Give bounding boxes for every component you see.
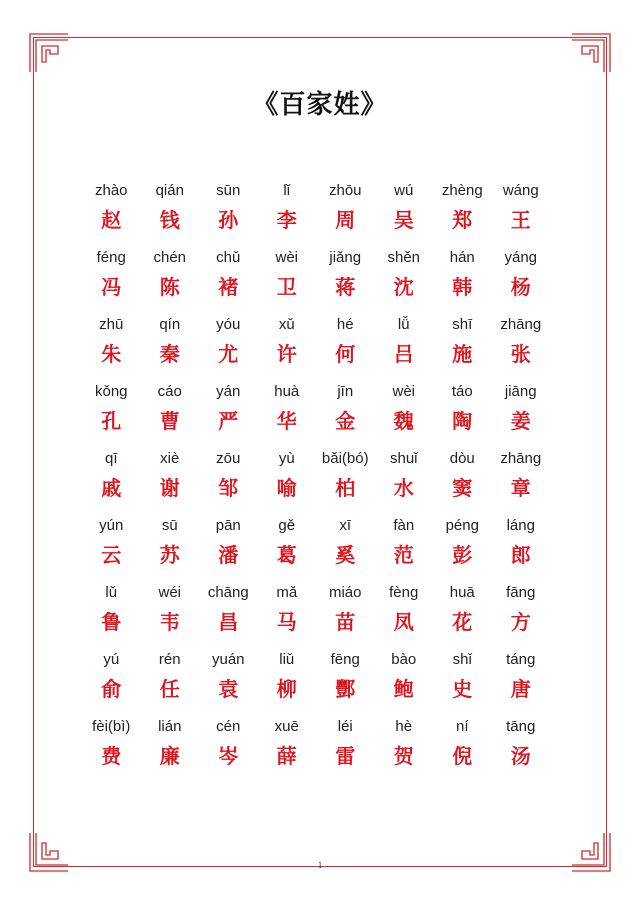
surname-character: 郎 [510,543,531,567]
pinyin-label: féng [96,249,126,266]
surname-character: 凤 [393,610,414,634]
pinyin-label: fàn [393,517,415,534]
surname-character: 鲁 [101,610,122,634]
surname-cell [433,312,492,379]
surname-character: 姜 [510,409,531,433]
surname-character: 方 [510,610,531,634]
surname-cell [316,446,375,513]
pinyin-label: shěn [387,249,421,266]
surname-row [82,446,550,513]
pinyin-label: fāng [506,584,536,601]
pinyin-label: yáng [504,249,538,266]
pinyin-label: bǎi(bó) [321,450,369,467]
pinyin-label: chāng [207,584,249,601]
page-title: 《百家姓》 [252,90,388,120]
pinyin-label: cén [216,718,241,735]
pinyin-label: yuán [211,651,245,668]
surname-character: 蒋 [335,275,356,299]
surname-character: 马 [276,610,297,634]
surname-row [82,513,550,580]
surname-cell [141,714,200,781]
surname-cell [316,714,375,781]
pinyin-label: hé [336,316,354,333]
pinyin-label: miáo [328,584,362,601]
surname-character: 窦 [452,476,473,500]
pinyin-label: wú [394,182,414,199]
surname-character: 郑 [452,208,473,232]
surname-character: 冯 [101,275,122,299]
surname-character: 陈 [159,275,180,299]
surname-cell [141,580,200,647]
surname-cell [433,714,492,781]
pinyin-label: kǒng [94,383,128,400]
surname-cell [141,178,200,245]
pinyin-label: chǔ [216,249,241,266]
surname-cell [375,513,434,580]
surname-row [82,714,550,781]
surname-cell [492,714,551,781]
surname-character: 潘 [218,543,239,567]
surname-cell [258,245,317,312]
surname-row [82,178,550,245]
surname-character: 施 [452,342,473,366]
pinyin-label: bào [391,651,417,668]
surname-character: 孔 [101,409,122,433]
surname-row [82,312,550,379]
surname-cell [199,446,258,513]
surname-cell [375,178,434,245]
surname-character: 褚 [218,275,239,299]
surname-character: 云 [101,543,122,567]
surname-cell [433,245,492,312]
surname-character: 范 [393,543,414,567]
surname-character: 王 [510,208,531,232]
pinyin-label: shī [452,316,473,333]
surname-row [82,580,550,647]
surname-character: 奚 [335,543,356,567]
pinyin-label: zōu [216,450,241,467]
surname-character: 赵 [101,208,122,232]
pinyin-label: qián [155,182,184,199]
surname-character: 吴 [393,208,414,232]
surname-cell [141,312,200,379]
surname-cell [492,178,551,245]
pinyin-label: fēng [330,651,360,668]
surname-character: 花 [452,610,473,634]
surname-cell [316,178,375,245]
surname-cell [258,446,317,513]
pinyin-label: zhāng [500,316,542,333]
pinyin-label: lián [158,718,182,735]
pinyin-label: qī [104,450,118,467]
surname-cell [199,714,258,781]
pinyin-label: zhōu [328,182,362,199]
pinyin-label: chén [153,249,187,266]
pinyin-label: zhào [94,182,128,199]
surname-character: 张 [510,342,531,366]
pinyin-label: zhū [99,316,124,333]
surname-cell [199,312,258,379]
pinyin-label: shuǐ [389,450,418,467]
surname-character: 曹 [159,409,180,433]
surname-cell [492,647,551,714]
surname-row [82,647,550,714]
pinyin-label: lǐ [283,182,291,199]
pinyin-label: yú [103,651,120,668]
surname-character: 吕 [393,342,414,366]
surname-cell [316,647,375,714]
surname-cell [316,513,375,580]
surname-character: 孙 [218,208,239,232]
pinyin-label: lǔ [105,584,118,601]
surname-character: 华 [276,409,297,433]
pinyin-label: sū [161,517,178,534]
surname-character: 韩 [452,275,473,299]
surname-character: 汤 [510,744,531,768]
pinyin-label: rén [158,651,181,668]
surname-cell [375,446,434,513]
surname-cell [82,647,141,714]
surname-cell [199,379,258,446]
surname-cell [492,379,551,446]
surname-cell [433,379,492,446]
surname-character: 陶 [452,409,473,433]
surname-cell [82,513,141,580]
pinyin-label: zhèng [441,182,483,199]
surname-row [82,245,550,312]
pinyin-label: xiè [160,450,180,467]
pinyin-label: láng [506,517,535,534]
surname-character: 邹 [218,476,239,500]
surname-cell [316,580,375,647]
surname-character: 袁 [218,677,239,701]
surname-character: 何 [335,342,356,366]
surname-character: 水 [393,476,414,500]
surname-cell [433,647,492,714]
surname-cell [316,379,375,446]
pinyin-label: zhāng [500,450,542,467]
pinyin-label: wéi [158,584,181,601]
pinyin-label: cáo [157,383,182,400]
surname-character: 喻 [276,476,297,500]
pinyin-label: lǚ [397,316,410,333]
pinyin-label: tāng [506,718,536,735]
corner-ornament-top-right [570,32,612,74]
surname-cell [316,312,375,379]
pinyin-label: jiāng [504,383,537,400]
surname-cell [492,513,551,580]
surname-cell [375,580,434,647]
pinyin-label: liǔ [279,651,295,668]
pinyin-label: wèi [392,383,415,400]
pinyin-label: yún [99,517,124,534]
surname-character: 薛 [276,744,297,768]
pinyin-label: táo [451,383,473,400]
surname-cell [141,446,200,513]
pinyin-label: hè [395,718,413,735]
pinyin-label: xuē [274,718,299,735]
surname-cell [258,312,317,379]
surname-cell [433,513,492,580]
surname-cell [433,178,492,245]
surname-cell [258,513,317,580]
pinyin-label: gě [278,517,296,534]
surname-character: 魏 [393,409,414,433]
pinyin-label: yù [278,450,295,467]
surname-character: 贺 [393,744,414,768]
surname-character: 李 [276,208,297,232]
surname-character: 柏 [335,476,356,500]
surname-cell [82,379,141,446]
pinyin-label: yán [216,383,241,400]
surname-cell [375,714,434,781]
surname-character: 彭 [452,543,473,567]
surname-cell [141,245,200,312]
pinyin-label: wèi [275,249,298,266]
surname-character: 韦 [159,610,180,634]
surname-character: 俞 [101,677,122,701]
surname-character: 杨 [510,275,531,299]
surname-cell [199,178,258,245]
page-number: 1 [317,860,323,870]
surname-cell [82,178,141,245]
pinyin-label: xī [339,517,352,534]
surname-character: 任 [159,677,180,701]
surname-character: 章 [510,476,531,500]
pinyin-label: pān [215,517,241,534]
surname-cell [492,312,551,379]
pinyin-label: fèng [389,584,419,601]
surname-cell [82,580,141,647]
surname-cell [258,714,317,781]
surname-cell [258,580,317,647]
surname-character: 谢 [159,476,180,500]
surname-character: 史 [452,677,473,701]
surname-character: 周 [335,208,356,232]
surname-cell [375,379,434,446]
surname-character: 苗 [335,610,356,634]
corner-ornament-top-left [28,32,70,74]
pinyin-label: léi [337,718,353,735]
surname-cell [199,647,258,714]
surname-cell [199,580,258,647]
surname-cell [375,245,434,312]
pinyin-label: qín [159,316,181,333]
pinyin-label: jīn [337,383,354,400]
pinyin-label: ní [455,718,469,735]
surname-character: 柳 [276,677,297,701]
surname-cell [492,245,551,312]
surname-cell [492,446,551,513]
surname-cell [258,647,317,714]
surname-character: 廉 [159,744,180,768]
pinyin-label: táng [506,651,536,668]
pinyin-label: mǎ [276,584,298,601]
pinyin-label: sūn [216,182,241,199]
surname-character: 许 [276,342,297,366]
surname-character: 卫 [276,275,297,299]
pinyin-label: shǐ [452,651,472,668]
pinyin-label: péng [445,517,479,534]
surname-character: 尤 [218,342,239,366]
pinyin-label: huà [274,383,300,400]
surname-character: 钱 [159,208,180,232]
surname-cell [258,178,317,245]
pinyin-label: dòu [449,450,475,467]
surname-grid [82,178,550,781]
surname-cell [82,245,141,312]
pinyin-label: huā [449,584,475,601]
surname-cell [433,580,492,647]
surname-character: 昌 [218,610,239,634]
surname-character: 戚 [101,476,122,500]
surname-cell [433,446,492,513]
surname-cell [258,379,317,446]
surname-character: 金 [335,409,356,433]
surname-cell [199,245,258,312]
pinyin-label: yóu [216,316,241,333]
surname-character: 葛 [276,543,297,567]
surname-character: 唐 [510,677,531,701]
surname-character: 费 [101,744,122,768]
surname-cell [82,446,141,513]
surname-character: 鲍 [393,677,414,701]
surname-character: 沈 [393,275,414,299]
surname-cell [375,312,434,379]
surname-row [82,379,550,446]
pinyin-label: jiǎng [329,249,362,266]
pinyin-label: xǔ [278,316,295,333]
surname-cell [316,245,375,312]
surname-character: 岑 [218,744,239,768]
surname-character: 酆 [335,677,356,701]
pinyin-label: wáng [502,182,539,199]
surname-character: 雷 [335,744,356,768]
surname-cell [141,379,200,446]
surname-character: 苏 [159,543,180,567]
surname-character: 朱 [101,342,122,366]
surname-character: 倪 [452,744,473,768]
pinyin-label: fèi(bì) [92,718,131,735]
surname-cell [199,513,258,580]
surname-cell [82,312,141,379]
surname-cell [141,647,200,714]
surname-character: 严 [218,409,239,433]
surname-cell [141,513,200,580]
surname-cell [375,647,434,714]
surname-cell [492,580,551,647]
pinyin-label: hán [449,249,475,266]
surname-cell [82,714,141,781]
surname-character: 秦 [159,342,180,366]
